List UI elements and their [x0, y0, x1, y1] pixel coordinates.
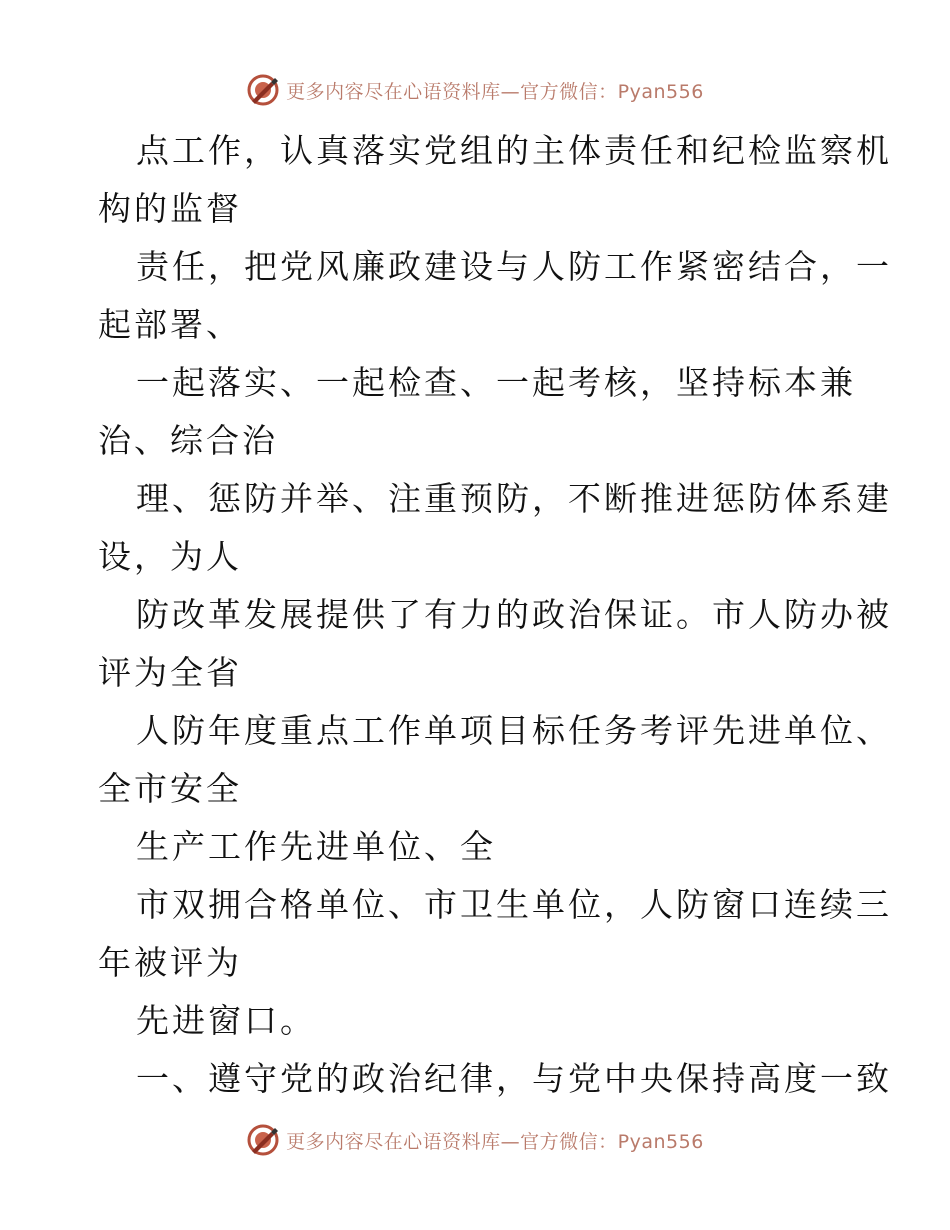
body-line: 一、遵守党的政治纪律，与党中央保持高度一致	[136, 1059, 892, 1098]
body-line: 年被评为	[98, 943, 242, 982]
body-line: 构的监督	[98, 189, 242, 228]
body-line: 全市安全	[98, 769, 242, 808]
body-line: 一起落实、一起检查、一起考核，坚持标本兼	[136, 363, 856, 402]
watermark-text: 更多内容尽在心语资料库—官方微信：Pyan556	[286, 1130, 704, 1153]
body-line: 防改革发展提供了有力的政治保证。市人防办被	[136, 595, 892, 634]
body-line: 责任，把党风廉政建设与人防工作紧密结合，一	[136, 247, 892, 286]
body-line: 起部署、	[98, 305, 242, 344]
body-line: 市双拥合格单位、市卫生单位，人防窗口连续三	[136, 885, 892, 924]
body-line: 生产工作先进单位、全	[136, 827, 496, 866]
body-line: 人防年度重点工作单项目标任务考评先进单位、	[136, 711, 892, 750]
footer-watermark	[0, 1120, 950, 1160]
body-line: 先进窗口。	[136, 1001, 316, 1040]
header-watermark	[0, 70, 950, 110]
body-line: 治、综合治	[98, 421, 278, 460]
body-line: 理、惩防并举、注重预防，不断推进惩防体系建	[136, 479, 892, 518]
pen-seal-logo-icon	[246, 73, 280, 107]
body-line: 点工作，认真落实党组的主体责任和纪检监察机	[136, 131, 892, 170]
pen-seal-logo-icon	[246, 1123, 280, 1157]
document-body	[98, 122, 892, 1108]
watermark-text: 更多内容尽在心语资料库—官方微信：Pyan556	[286, 80, 704, 103]
body-line: 评为全省	[98, 653, 242, 692]
body-line: 设，为人	[98, 537, 242, 576]
